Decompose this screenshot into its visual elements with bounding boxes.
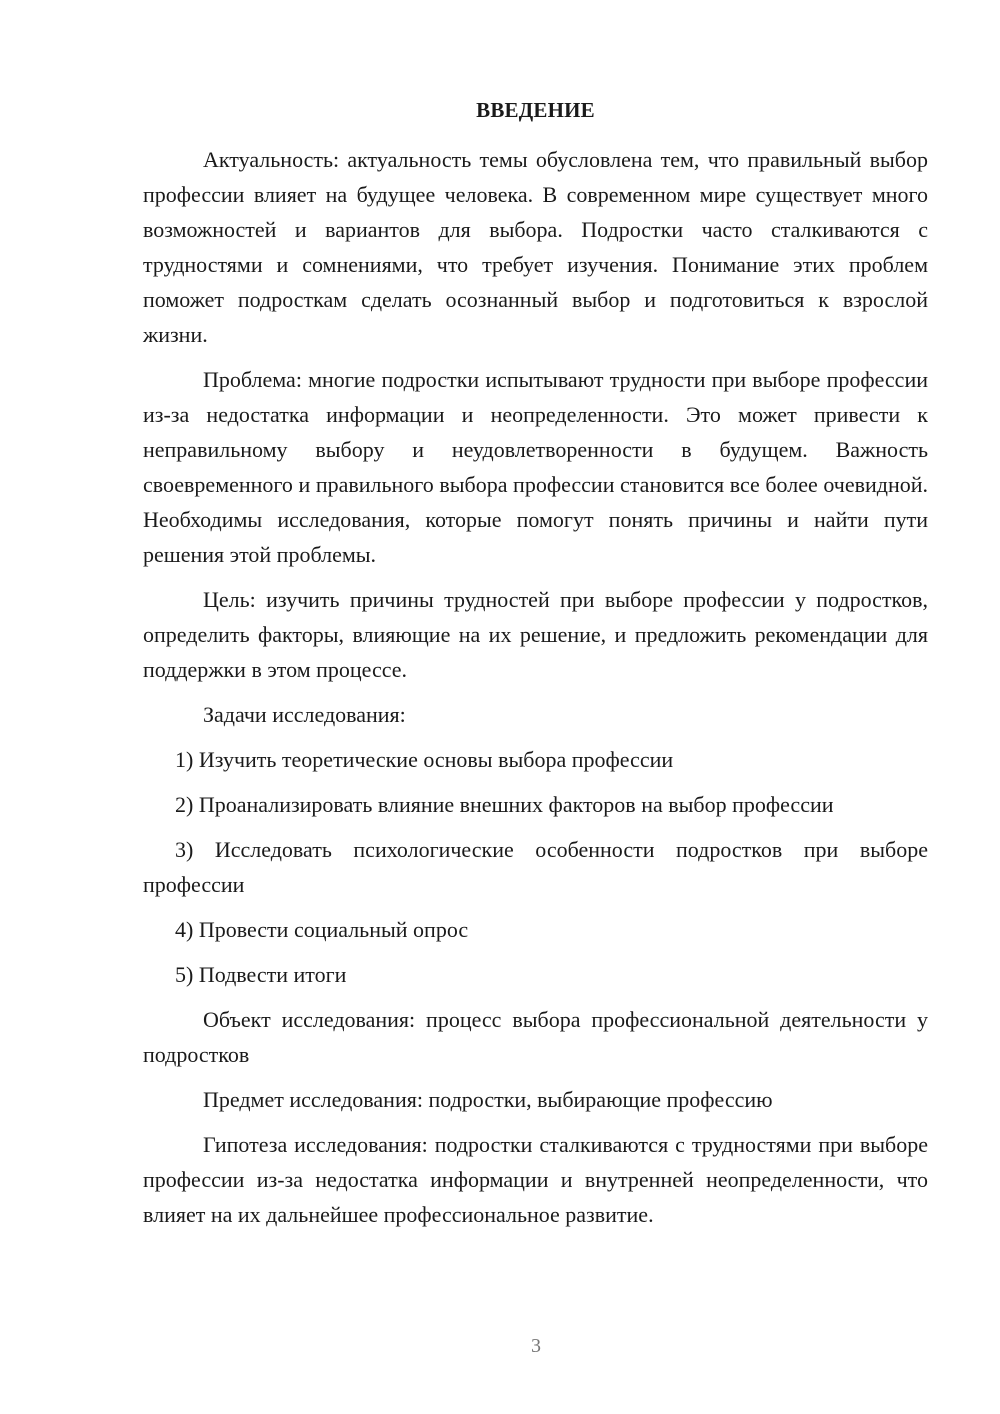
hypothesis-paragraph: Гипотеза исследования: подростки сталкиваются с трудностями при выборе профессии из-за недостатка информации и внутренней неопределенности, что влияет на их дальнейшее профессиональное развитие. — [143, 1132, 928, 1227]
tasks-heading: Задачи исследования: — [203, 702, 406, 727]
subject-paragraph: Предмет исследования: подростки, выбирающие профессию — [203, 1087, 773, 1112]
page-title: ВВЕДЕНИЕ — [476, 98, 595, 122]
task-item-1: 1) Изучить теоретические основы выбора профессии — [175, 747, 674, 772]
page-number: 3 — [531, 1335, 541, 1357]
task-item-2: 2) Проанализировать влияние внешних факторов на выбор профессии — [175, 792, 834, 817]
page-content — [143, 92, 928, 1232]
problem-paragraph: Проблема: многие подростки испытывают трудности при выборе профессии из-за недостатка информации и неопределенности. Это может привести к неправильному выбору и неудовлетворенности в будущем. Важность своевременного и правильного выбора профессии становится все более очевидной. Необходимы исследования, которые помогут понять причины и найти пути решения этой проблемы. — [143, 367, 928, 567]
goal-paragraph: Цель: изучить причины трудностей при выборе профессии у подростков, определить факторы, влияющие на их решение, и предложить рекомендации для поддержки в этом процессе. — [143, 587, 928, 682]
object-paragraph: Объект исследования: процесс выбора профессиональной деятельности у подростков — [143, 1007, 928, 1067]
task-item-4: 4) Провести социальный опрос — [175, 917, 469, 942]
relevance-paragraph: Актуальность: актуальность темы обусловлена тем, что правильный выбор профессии влияет на будущее человека. В современном мире существует много возможностей и вариантов для выбора. Подростки часто сталкиваются с трудностями и сомнениями, что требует изучения. Понимание этих проблем поможет подросткам сделать осознанный выбор и подготовиться к взрослой жизни. — [143, 147, 928, 347]
task-item-5: 5) Подвести итоги — [175, 962, 347, 987]
task-item-3: 3) Исследовать психологические особенности подростков при выборе профессии — [143, 837, 928, 897]
